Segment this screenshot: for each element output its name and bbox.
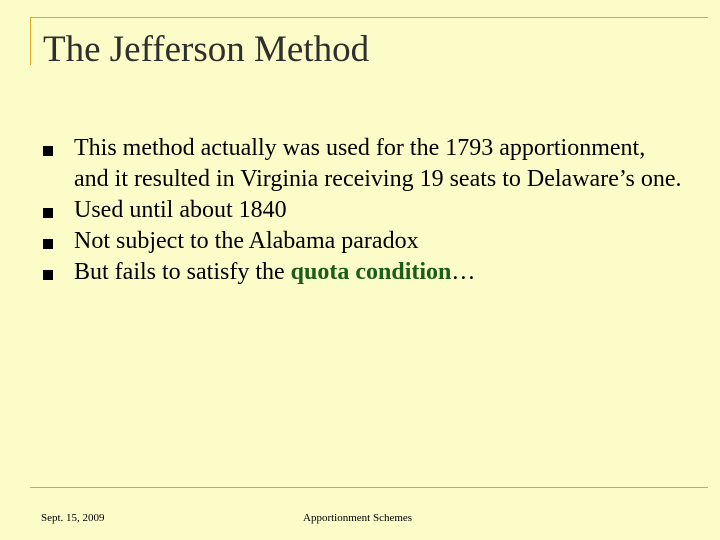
emphasized-term: quota condition bbox=[290, 259, 452, 285]
bullet-text: This method actually was used for the 1793 apportionment, and it resulted in Virginia receiving 19 seats to Delaware’s one. bbox=[74, 135, 682, 192]
bullet-text: But fails to satisfy the bbox=[74, 259, 291, 285]
square-bullet-icon bbox=[43, 239, 53, 249]
title-left-rule bbox=[30, 17, 31, 65]
slide-title: The Jefferson Method bbox=[43, 29, 370, 70]
footer-date: Sept. 15, 2009 bbox=[41, 512, 105, 524]
bullet-item bbox=[43, 226, 683, 257]
bullet-item bbox=[43, 133, 683, 195]
bullet-list bbox=[43, 133, 683, 288]
bullet-text-ellipsis: … bbox=[451, 259, 476, 285]
bullet-text: Used until about 1840 bbox=[74, 197, 287, 223]
title-top-rule bbox=[30, 17, 708, 18]
square-bullet-icon bbox=[43, 146, 53, 156]
square-bullet-icon bbox=[43, 270, 53, 280]
footer-rule bbox=[30, 487, 708, 488]
footer-title: Apportionment Schemes bbox=[303, 512, 413, 524]
bullet-item bbox=[43, 257, 683, 288]
bullet-text: Not subject to the Alabama paradox bbox=[74, 228, 419, 254]
square-bullet-icon bbox=[43, 208, 53, 218]
bullet-item bbox=[43, 195, 683, 226]
